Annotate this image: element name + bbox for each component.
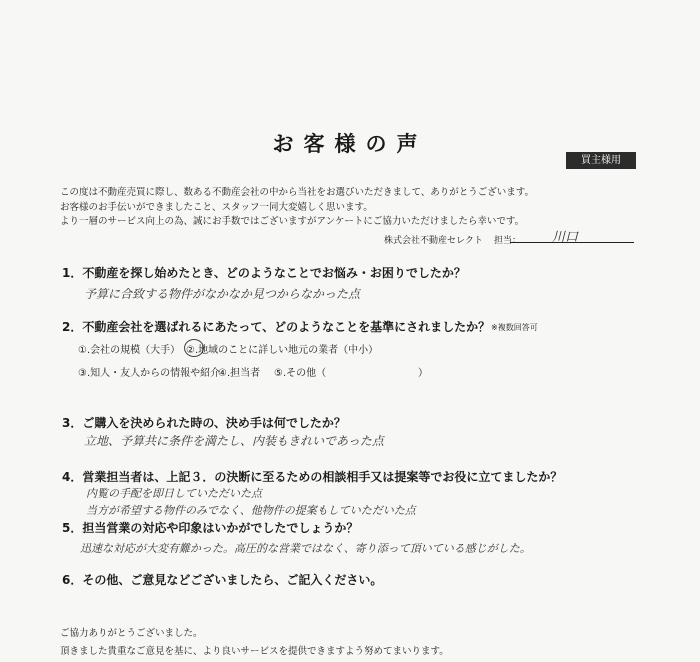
- staff-label: 担当：: [494, 236, 522, 246]
- answer-1-handwritten: 予算に合致する物件がなかなか見つからなかった点: [84, 287, 361, 301]
- answer-4-line-2-handwritten: 当方が希望する物件のみでなく、他物件の提案もしていただいた点: [86, 504, 416, 517]
- intro-line-3: より一層のサービス向上の為、誠にお手数ではございますがアンケートにご協力いただけましたら幸いです。: [60, 216, 525, 227]
- question-6: 6．その他、ご意見などございましたら、ご記入ください。: [62, 573, 383, 587]
- question-2: 2．不動産会社を選ばれるにあたって、どのようなことを基準にされましたか？: [62, 320, 491, 334]
- footer-message: 頂きました貴重なご意見を基に、より良いサービスを提供できますよう努めてまいります。: [60, 646, 449, 657]
- option-local-business: ②.地域のことに詳しい地元の業者（中小）: [186, 345, 379, 356]
- footer-thanks: ご協力ありがとうございました。: [60, 628, 203, 639]
- question-5: 5．担当営業の対応や印象はいかがでしたでしょうか？: [62, 521, 359, 535]
- question-3: 3．ご購入を決められた時の、決め手は何でしたか？: [62, 416, 346, 430]
- intro-line-1: この度は不動産売買に際し、数ある不動産会社の中から当社をお選びいただきまして、ありがとうございます。: [60, 187, 535, 198]
- answer-5-handwritten: 迅速な対応が大変有難かった。高圧的な営業ではなく、寄り添って頂いている感じがした。: [80, 542, 531, 555]
- answer-4-line-1-handwritten: 内覧の手配を即日していただいた点: [86, 487, 262, 500]
- option-staff: ④.担当者: [218, 368, 261, 379]
- company-name: 株式会社不動産セレクト: [384, 236, 483, 246]
- staff-name-handwritten: 川口: [552, 230, 579, 245]
- option-other-close: ）: [418, 368, 428, 379]
- option-other: ⑤.その他（: [274, 368, 327, 379]
- option-acquaintance: ③.知人・友人からの情報や紹介: [78, 368, 221, 379]
- question-1: 1．不動産を探し始めたとき、どのようなことでお悩み・お困りでしたか？: [62, 266, 466, 280]
- question-4: 4．営業担当者は、上記３．の決断に至るための相談相手又は提案等でお役に立てましたか？: [62, 470, 563, 484]
- buyer-badge: 買主様用: [566, 152, 636, 169]
- answer-3-handwritten: 立地、予算共に条件を満たし、内装もきれいであった点: [84, 434, 384, 448]
- intro-line-2: お客様のお手伝いができましたこと、スタッフ一同大変嬉しく思います。: [60, 202, 373, 213]
- page-title: お客様の声: [272, 132, 428, 156]
- option-company-size: ①.会社の規模（大手）: [78, 345, 181, 356]
- multi-answer-note: ※複数回答可: [491, 323, 538, 332]
